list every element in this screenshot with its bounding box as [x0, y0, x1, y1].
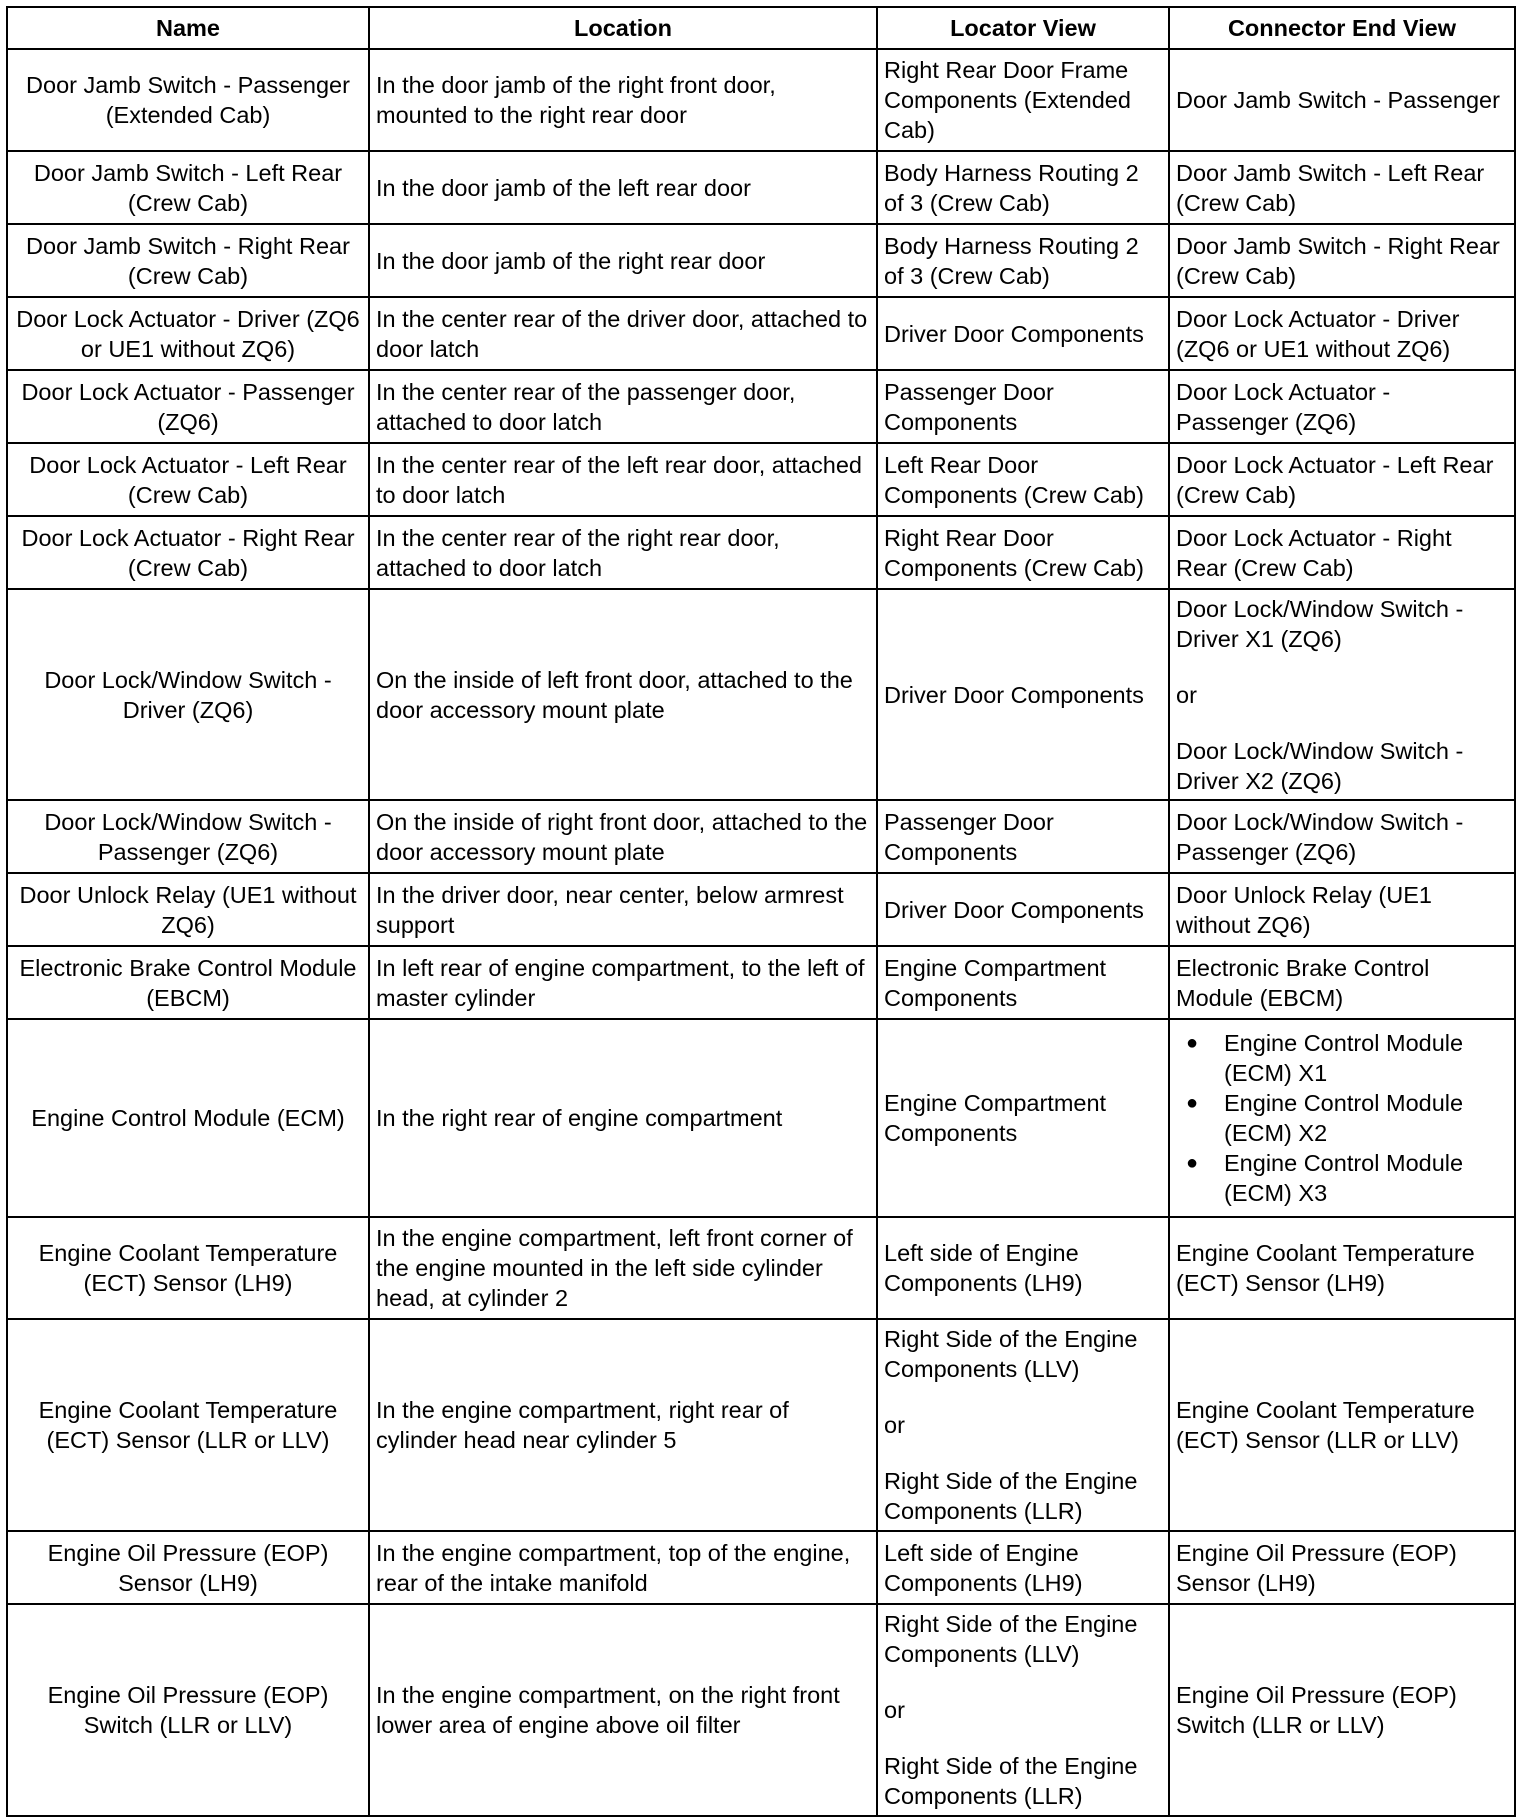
- cell-location: In the door jamb of the right front door, mounted to the right rear door: [369, 49, 877, 151]
- cell-connector-end-view: Door Lock Actuator - Right Rear (Crew Cab): [1169, 516, 1515, 589]
- cell-locator-view: Passenger Door Components: [877, 800, 1169, 873]
- cell-connector-end-view: Door Lock/Window Switch - Passenger (ZQ6): [1169, 800, 1515, 873]
- locator-option: Right Side of the Engine Components (LLV): [884, 1326, 1138, 1382]
- table-row: [7, 297, 1515, 370]
- cell-name: Door Jamb Switch - Passenger (Extended Cab): [7, 49, 369, 151]
- table-row: [7, 443, 1515, 516]
- cell-name: Door Jamb Switch - Left Rear (Crew Cab): [7, 151, 369, 224]
- cell-locator-view: Driver Door Components: [877, 297, 1169, 370]
- cell-connector-end-view: [1169, 589, 1515, 800]
- cell-location: In the center rear of the left rear door, attached to door latch: [369, 443, 877, 516]
- table-row: [7, 49, 1515, 151]
- cell-location: On the inside of left front door, attached to the door accessory mount plate: [369, 589, 877, 800]
- table-row: [7, 589, 1515, 800]
- cell-connector-end-view: Engine Oil Pressure (EOP) Sensor (LH9): [1169, 1531, 1515, 1604]
- locator-option: Right Side of the Engine Components (LLR): [884, 1753, 1138, 1809]
- table-row: [7, 800, 1515, 873]
- cell-location: In the center rear of the passenger door, attached to door latch: [369, 370, 877, 443]
- cell-name: Engine Coolant Temperature (ECT) Sensor (LH9): [7, 1217, 369, 1319]
- cell-locator-view: [877, 1319, 1169, 1531]
- locator-option: Right Side of the Engine Components (LLV): [884, 1611, 1138, 1667]
- table-row: [7, 1217, 1515, 1319]
- cell-connector-end-view: Door Lock Actuator - Left Rear (Crew Cab): [1169, 443, 1515, 516]
- table-row: [7, 151, 1515, 224]
- cell-name: Engine Coolant Temperature (ECT) Sensor (LLR or LLV): [7, 1319, 369, 1531]
- cell-location: In the right rear of engine compartment: [369, 1019, 877, 1217]
- cell-name: Door Lock Actuator - Driver (ZQ6 or UE1 without ZQ6): [7, 297, 369, 370]
- table-row: [7, 370, 1515, 443]
- cell-locator-view: Left side of Engine Components (LH9): [877, 1531, 1169, 1604]
- table-row: [7, 224, 1515, 297]
- cell-connector-end-view: Electronic Brake Control Module (EBCM): [1169, 946, 1515, 1019]
- cell-connector-end-view: Door Jamb Switch - Right Rear (Crew Cab): [1169, 224, 1515, 297]
- cell-location: In the engine compartment, top of the engine, rear of the intake manifold: [369, 1531, 877, 1604]
- table-row: [7, 1019, 1515, 1217]
- header-locator-view: Locator View: [877, 7, 1169, 49]
- cell-name: Door Lock Actuator - Passenger (ZQ6): [7, 370, 369, 443]
- header-location: Location: [369, 7, 877, 49]
- locator-or: or: [884, 1412, 905, 1438]
- cell-locator-view: Engine Compartment Components: [877, 1019, 1169, 1217]
- component-locator-table: [6, 6, 1516, 1817]
- cell-locator-view: Passenger Door Components: [877, 370, 1169, 443]
- connector-bullet-list: [1176, 1028, 1508, 1208]
- cell-location: In the door jamb of the left rear door: [369, 151, 877, 224]
- header-name: Name: [7, 7, 369, 49]
- cell-location: On the inside of right front door, attached to the door accessory mount plate: [369, 800, 877, 873]
- cell-locator-view: Body Harness Routing 2 of 3 (Crew Cab): [877, 151, 1169, 224]
- cell-name: Electronic Brake Control Module (EBCM): [7, 946, 369, 1019]
- table-row: [7, 1319, 1515, 1531]
- cell-locator-view: Driver Door Components: [877, 873, 1169, 946]
- header-row: [7, 7, 1515, 49]
- cell-locator-view: Right Rear Door Components (Crew Cab): [877, 516, 1169, 589]
- cell-location: In the center rear of the right rear door, attached to door latch: [369, 516, 877, 589]
- bullet-item: ● Engine Control Module (ECM) X2: [1176, 1088, 1508, 1148]
- cell-location: In the engine compartment, right rear of cylinder head near cylinder 5: [369, 1319, 877, 1531]
- cell-locator-view: Body Harness Routing 2 of 3 (Crew Cab): [877, 224, 1169, 297]
- connector-option: Door Lock/Window Switch - Driver X2 (ZQ6): [1176, 737, 1464, 794]
- cell-name: Door Unlock Relay (UE1 without ZQ6): [7, 873, 369, 946]
- cell-locator-view: Engine Compartment Components: [877, 946, 1169, 1019]
- header-connector-end-view: Connector End View: [1169, 7, 1515, 49]
- cell-connector-end-view: Door Lock Actuator - Driver (ZQ6 or UE1 without ZQ6): [1169, 297, 1515, 370]
- cell-locator-view: Left side of Engine Components (LH9): [877, 1217, 1169, 1319]
- cell-name: Door Lock Actuator - Left Rear (Crew Cab): [7, 443, 369, 516]
- cell-connector-end-view: Engine Coolant Temperature (ECT) Sensor (LH9): [1169, 1217, 1515, 1319]
- cell-locator-view: Right Rear Door Frame Components (Extended Cab): [877, 49, 1169, 151]
- cell-location: In the center rear of the driver door, attached to door latch: [369, 297, 877, 370]
- cell-location: In the driver door, near center, below armrest support: [369, 873, 877, 946]
- connector-or: or: [1176, 681, 1197, 708]
- connector-option: Door Lock/Window Switch - Driver X1 (ZQ6): [1176, 595, 1464, 652]
- cell-name: Door Lock Actuator - Right Rear (Crew Cab): [7, 516, 369, 589]
- cell-locator-view: [877, 1604, 1169, 1816]
- cell-name: Door Jamb Switch - Right Rear (Crew Cab): [7, 224, 369, 297]
- table-row: [7, 1604, 1515, 1816]
- cell-connector-end-view: Engine Oil Pressure (EOP) Switch (LLR or LLV): [1169, 1604, 1515, 1816]
- table-row: [7, 946, 1515, 1019]
- cell-connector-end-view: Door Lock Actuator - Passenger (ZQ6): [1169, 370, 1515, 443]
- cell-location: In the door jamb of the right rear door: [369, 224, 877, 297]
- cell-location: In the engine compartment, on the right front lower area of engine above oil filter: [369, 1604, 877, 1816]
- table-row: [7, 873, 1515, 946]
- cell-location: In left rear of engine compartment, to the left of master cylinder: [369, 946, 877, 1019]
- cell-name: Door Lock/Window Switch - Driver (ZQ6): [7, 589, 369, 800]
- cell-name: Engine Oil Pressure (EOP) Switch (LLR or LLV): [7, 1604, 369, 1816]
- cell-name: Engine Control Module (ECM): [7, 1019, 369, 1217]
- bullet-item: ● Engine Control Module (ECM) X3: [1176, 1148, 1508, 1208]
- cell-connector-end-view: Engine Coolant Temperature (ECT) Sensor (LLR or LLV): [1169, 1319, 1515, 1531]
- cell-locator-view: Driver Door Components: [877, 589, 1169, 800]
- cell-connector-end-view: [1169, 1019, 1515, 1217]
- locator-or: or: [884, 1697, 905, 1723]
- cell-connector-end-view: Door Jamb Switch - Passenger: [1169, 49, 1515, 151]
- table-row: [7, 516, 1515, 589]
- cell-locator-view: Left Rear Door Components (Crew Cab): [877, 443, 1169, 516]
- cell-name: Door Lock/Window Switch - Passenger (ZQ6): [7, 800, 369, 873]
- table-row: [7, 1531, 1515, 1604]
- cell-connector-end-view: Door Unlock Relay (UE1 without ZQ6): [1169, 873, 1515, 946]
- bullet-item: ● Engine Control Module (ECM) X1: [1176, 1028, 1508, 1088]
- locator-option: Right Side of the Engine Components (LLR): [884, 1468, 1138, 1524]
- cell-name: Engine Oil Pressure (EOP) Sensor (LH9): [7, 1531, 369, 1604]
- cell-location: In the engine compartment, left front corner of the engine mounted in the left side cylinder head, at cylinder 2: [369, 1217, 877, 1319]
- cell-connector-end-view: Door Jamb Switch - Left Rear (Crew Cab): [1169, 151, 1515, 224]
